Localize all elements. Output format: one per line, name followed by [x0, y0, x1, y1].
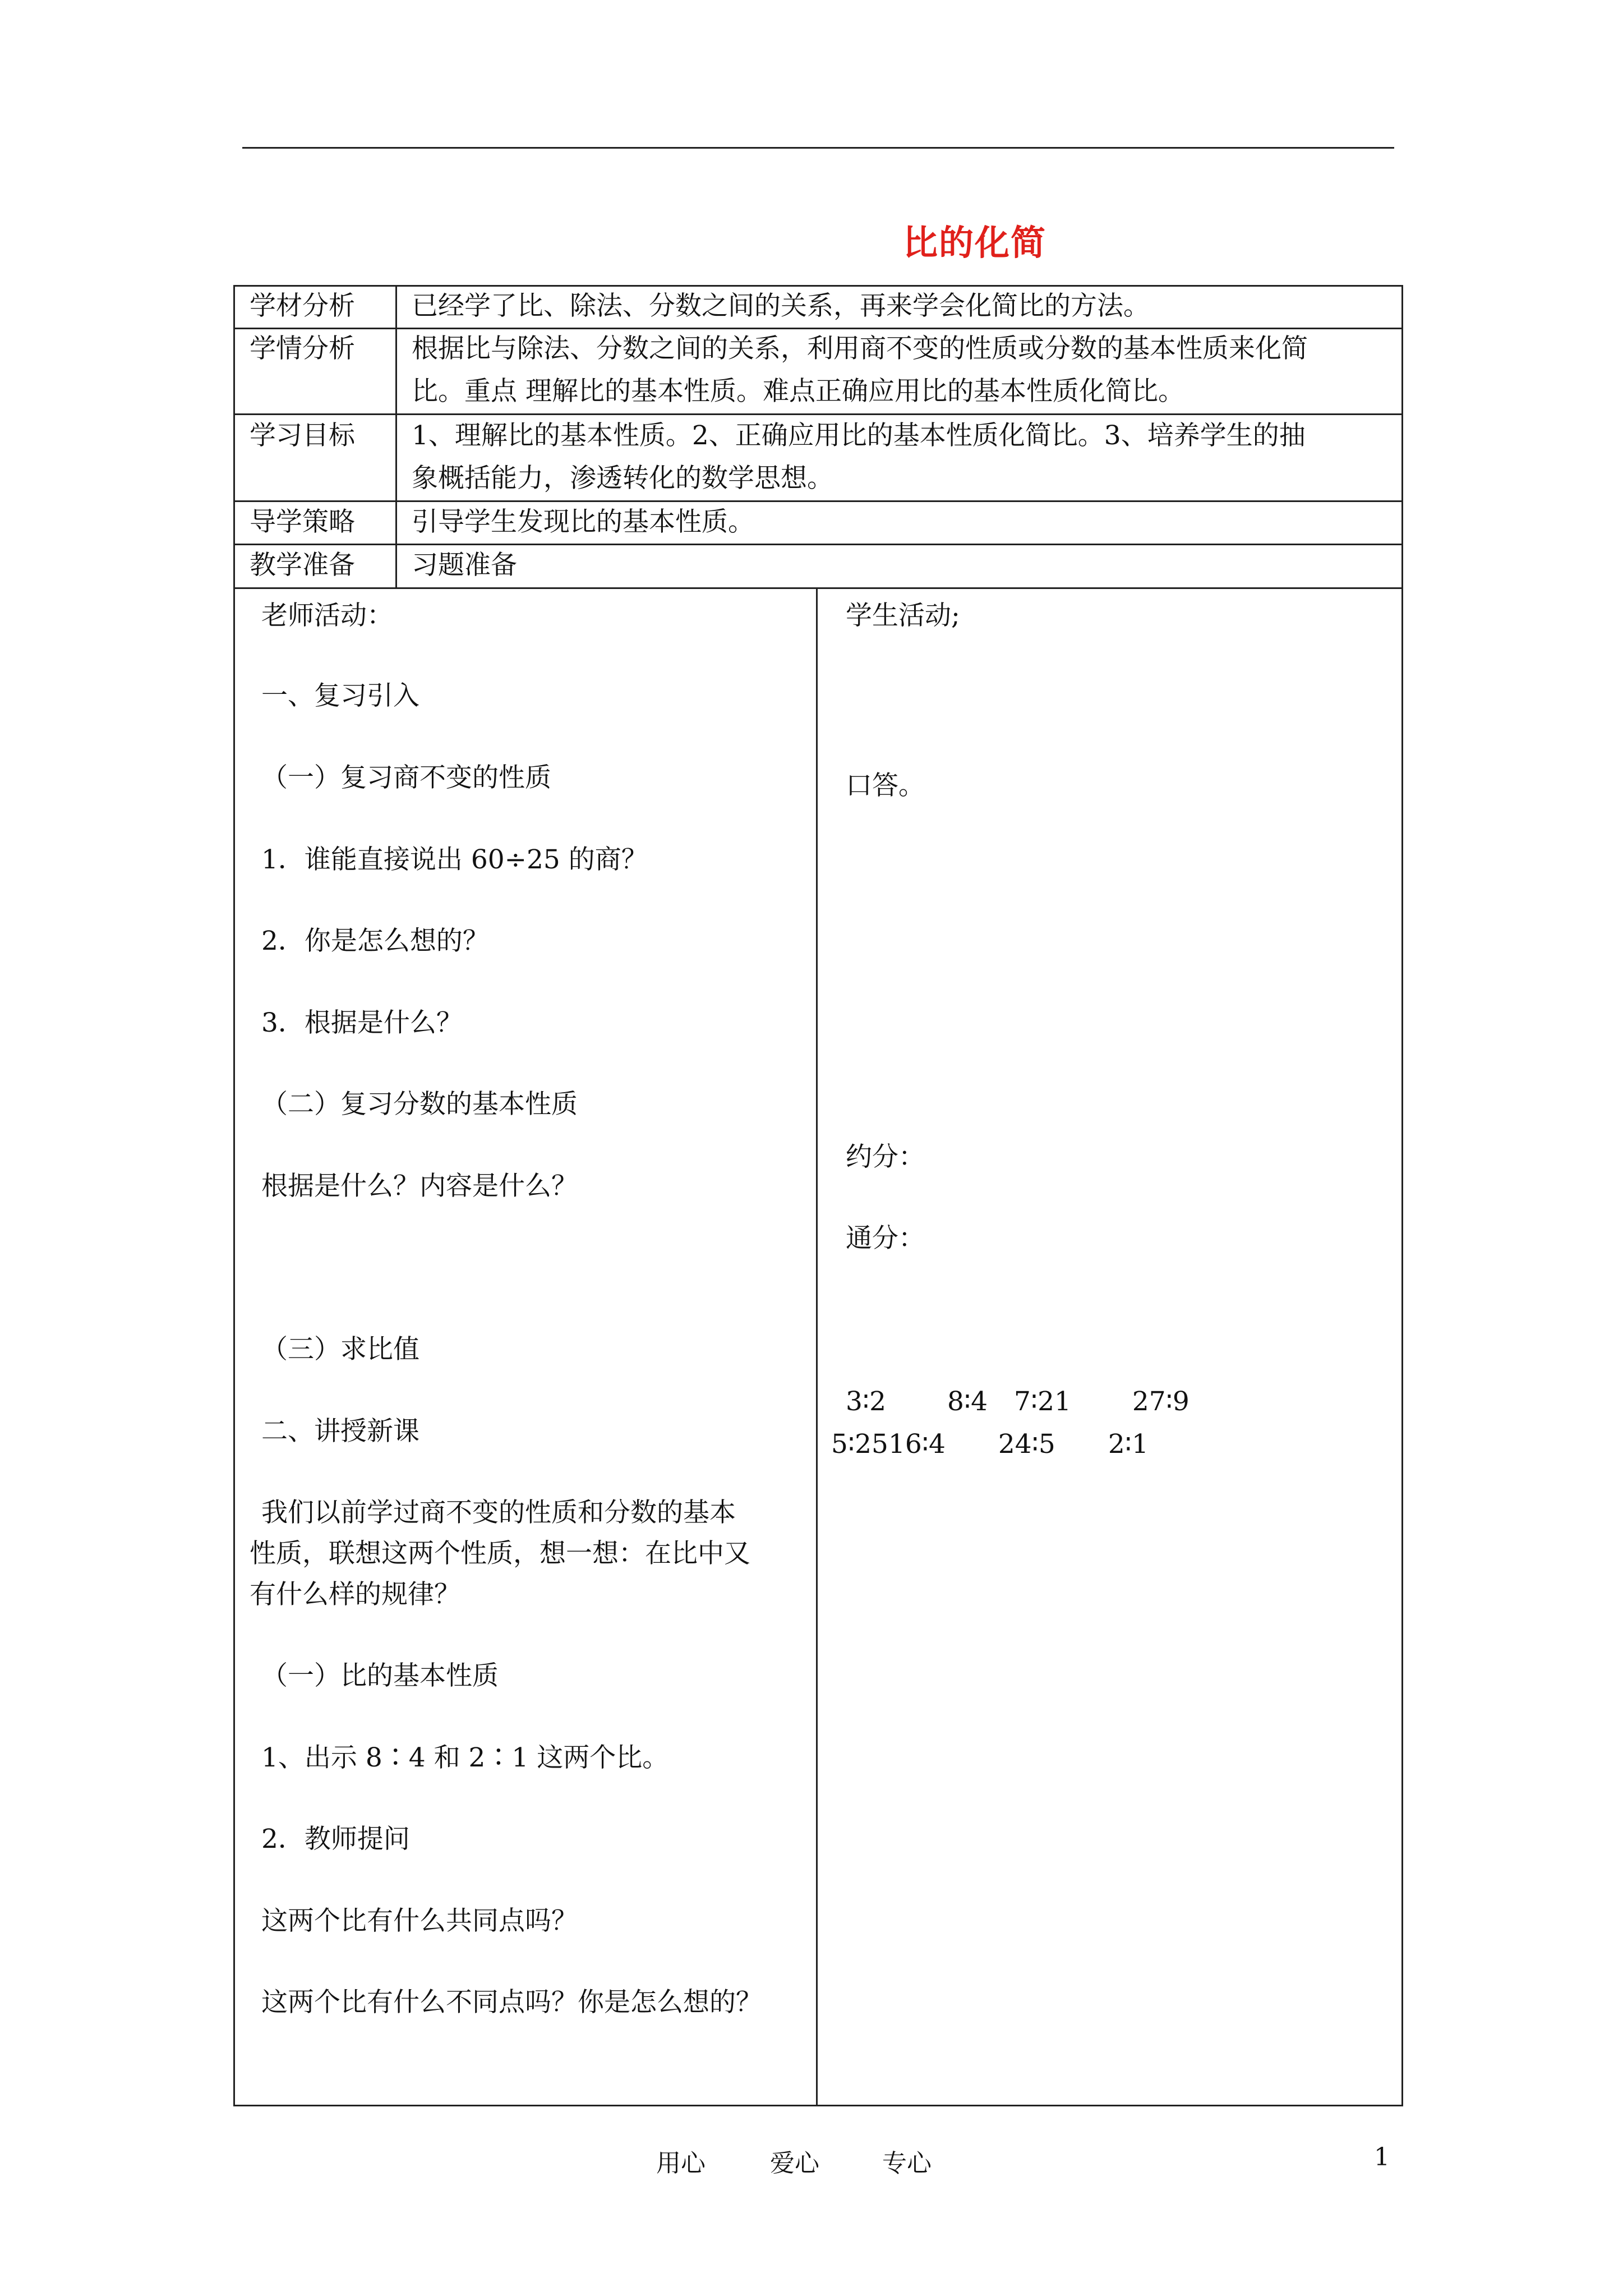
teacher-item: 根据是什么？内容是什么？ — [261, 1171, 578, 1202]
info-content-learners-line2: 比。重点 理解比的基本性质。难点正确应用比的基本性质化简比。 — [412, 376, 1184, 407]
footer-motto-1: 用心 — [656, 2149, 706, 2178]
teacher-item: 这两个比有什么共同点吗？ — [261, 1906, 578, 1936]
info-content-strategy: 引导学生发现比的基本性质。 — [412, 507, 754, 537]
teacher-item: （一）复习商不变的性质 — [261, 762, 551, 793]
teacher-activity-heading: 老师活动： — [261, 600, 393, 631]
teacher-item: 2．教师提问 — [261, 1824, 410, 1855]
teacher-item: 一、复习引入 — [261, 680, 419, 711]
footer-motto-3: 专心 — [882, 2149, 932, 2178]
page-number: 1 — [1374, 2143, 1390, 2171]
teacher-item: （三）求比值 — [261, 1334, 419, 1365]
header-rule — [242, 147, 1394, 149]
teacher-item: （二）复习分数的基本性质 — [261, 1089, 578, 1120]
activity-column-divider — [816, 587, 818, 2106]
row-divider — [233, 587, 1403, 589]
info-content-objectives-line2: 象概括能力，渗透转化的数学思想。 — [412, 463, 833, 494]
teacher-item: 3．根据是什么？ — [261, 1007, 463, 1038]
info-label-materials: 学材分析 — [250, 291, 355, 321]
info-label-strategy: 导学策略 — [250, 507, 355, 537]
teacher-item: （一）比的基本性质 — [261, 1660, 499, 1691]
student-item: 通分： — [846, 1223, 925, 1254]
student-item: 3∶2 8∶4 7∶21 27∶9 — [846, 1386, 1189, 1417]
page-title: 比的化简 — [903, 222, 1047, 263]
row-divider — [233, 500, 1403, 502]
teacher-item: 性质，联想这两个性质，想一想：在比中又 — [250, 1538, 750, 1569]
student-activity-heading: 学生活动; — [846, 600, 960, 631]
student-item: 口答。 — [846, 770, 925, 801]
student-item: 约分： — [846, 1142, 925, 1172]
info-content-learners-line1: 根据比与除法、分数之间的关系，利用商不变的性质或分数的基本性质来化简 — [412, 333, 1308, 364]
row-divider — [233, 544, 1403, 545]
footer-motto-2: 爱心 — [770, 2149, 819, 2178]
info-label-learners: 学情分析 — [250, 333, 355, 364]
teacher-item: 2．你是怎么想的？ — [261, 926, 489, 956]
info-label-objectives: 学习目标 — [250, 420, 355, 451]
teacher-item: 有什么样的规律？ — [250, 1579, 460, 1610]
label-column-divider — [395, 285, 397, 587]
student-item: 5∶2516∶4 24∶5 2∶1 — [831, 1429, 1149, 1460]
info-content-objectives-line1: 1、理解比的基本性质。2、正确应用比的基本性质化简比。3、培养学生的抽 — [412, 420, 1306, 451]
teacher-item: 1、出示 8∶4 和 2∶1 这两个比。 — [261, 1742, 669, 1773]
teacher-item: 我们以前学过商不变的性质和分数的基本 — [261, 1497, 736, 1528]
teacher-item: 二、讲授新课 — [261, 1416, 419, 1447]
teacher-item: 这两个比有什么不同点吗？你是怎么想的？ — [261, 1987, 762, 2018]
info-content-materials: 已经学了比、除法、分数之间的关系，再来学会化简比的方法。 — [412, 291, 1150, 321]
info-content-preparation: 习题准备 — [412, 550, 517, 581]
info-label-preparation: 教学准备 — [250, 550, 355, 581]
teacher-item: 1．谁能直接说出 60÷25 的商？ — [261, 844, 648, 875]
